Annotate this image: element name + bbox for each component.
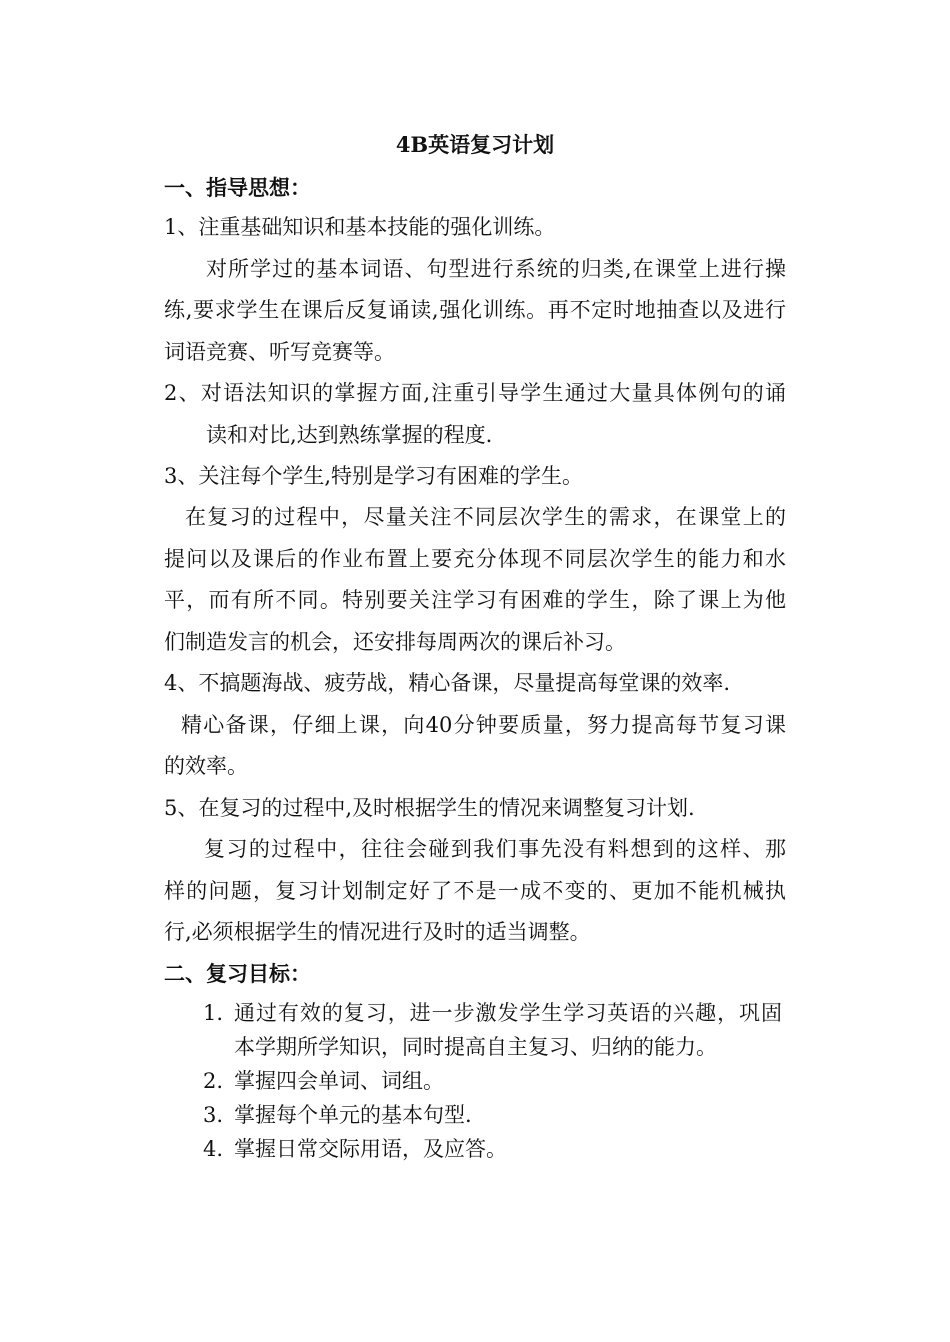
goal-number: 1. xyxy=(203,1001,224,1025)
item-5-text-line: 样的问题，复习计划制定好了不是一成不变的、更加不能机械执 xyxy=(164,879,786,903)
goal-number: 2. xyxy=(203,1069,224,1093)
goal-text-line: 掌握每个单元的基本句型. xyxy=(234,1103,472,1127)
goal-number: 4. xyxy=(203,1137,224,1161)
document-title: 4B英语复习计划 xyxy=(395,132,555,157)
item-2-text-line: 读和对比,达到熟练掌握的程度. xyxy=(206,423,493,447)
item-1-text-line: 词语竞赛、听写竞赛等。 xyxy=(164,340,395,364)
goal-text-line: 本学期所学知识，同时提高自主复习、归纳的能力。 xyxy=(234,1035,717,1059)
goal-number: 3. xyxy=(203,1103,224,1127)
item-1-text-line: 练,要求学生在课后反复诵读,强化训练。再不定时地抽查以及进行 xyxy=(164,298,786,322)
goal-text-line: 掌握日常交际用语，及应答。 xyxy=(234,1137,507,1161)
item-5-text-line: 复习的过程中，往往会碰到我们事先没有料想到的这样、那 xyxy=(204,837,786,861)
goal-text-line: 通过有效的复习，进一步激发学生学习英语的兴趣，巩固 xyxy=(234,1001,782,1025)
item-5-text-line: 行,必须根据学生的情况进行及时的适当调整。 xyxy=(164,920,591,944)
item-3-heading: 3、关注每个学生,特别是学习有困难的学生。 xyxy=(164,464,584,488)
item-3-text-line: 平，而有所不同。特别要关注学习有困难的学生，除了课上为他 xyxy=(164,588,786,612)
item-1-heading: 1、注重基础知识和基本技能的强化训练。 xyxy=(164,215,556,239)
item-4-text-line: 精心备课，仔细上课，向40分钟要质量，努力提高每节复习课 xyxy=(181,713,786,737)
item-3-text-line: 提问以及课后的作业布置上要充分体现不同层次学生的能力和水 xyxy=(164,547,786,571)
section-heading-guiding-thought: 一、指导思想： xyxy=(164,175,311,200)
item-3-text-line: 们制造发言的机会，还安排每周两次的课后补习。 xyxy=(164,630,626,654)
item-3-text-line: 在复习的过程中，尽量关注不同层次学生的需求，在课堂上的 xyxy=(185,505,786,529)
item-2-heading: 2、对语法知识的掌握方面,注重引导学生通过大量具体例句的诵 xyxy=(164,381,786,405)
goal-text-line: 掌握四会单词、词组。 xyxy=(234,1069,444,1093)
item-4-heading: 4、不搞题海战、疲劳战，精心备课，尽量提高每堂课的效率. xyxy=(164,671,731,695)
item-4-text-line: 的效率。 xyxy=(164,754,248,778)
section-heading-review-goals: 二、复习目标： xyxy=(164,961,311,986)
item-5-heading: 5、在复习的过程中,及时根据学生的情况来调整复习计划. xyxy=(164,796,695,820)
item-1-text-line: 对所学过的基本词语、句型进行系统的归类,在课堂上进行操 xyxy=(206,257,786,281)
